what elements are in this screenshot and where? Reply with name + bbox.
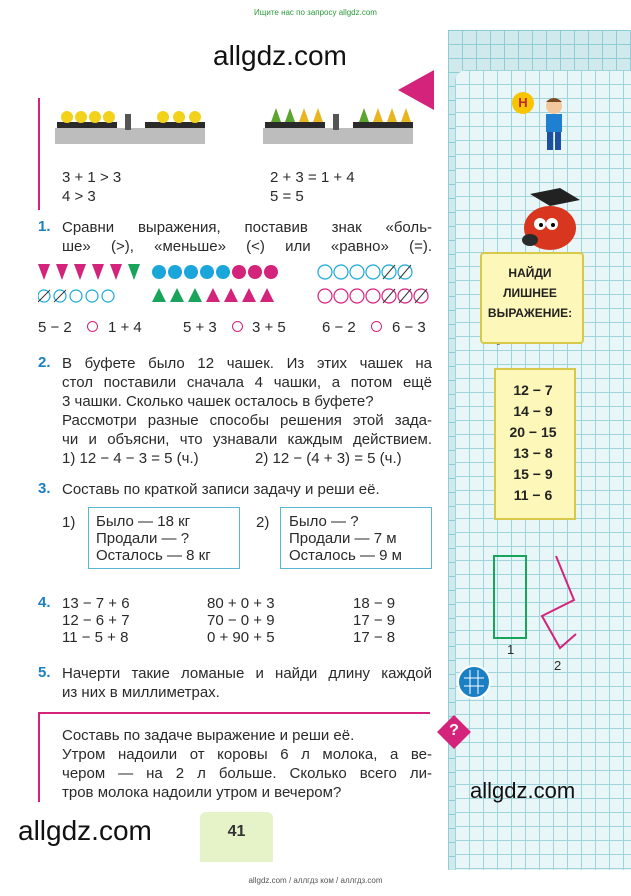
task4-expr: 17 − 8 (353, 629, 396, 646)
task3-box1-label: 1) (62, 514, 76, 531)
scale-left-line2: 4 > 3 (62, 188, 96, 205)
task2-line: стол поставили сначала 4 чашки, а потом ещё (62, 374, 432, 391)
bonus-line: Составь по задаче выражение и реши её. (62, 727, 355, 744)
box2-line: Было — ? (289, 513, 359, 530)
polylines-figure (490, 552, 590, 662)
boy-character-icon (536, 96, 572, 156)
globe-icon (456, 664, 492, 700)
task4-expr: 12 − 6 + 7 (62, 612, 130, 629)
task5-line: из них в миллиметрах. (62, 684, 220, 701)
task3-box2-label: 2) (256, 514, 270, 531)
task4-expr: 0 + 90 + 5 (207, 629, 275, 646)
compare-slot-icon[interactable] (232, 321, 243, 332)
task2-line: В буфете было 12 чашек. Из этих чашек на (62, 355, 432, 372)
scale-left-illustration (55, 100, 215, 150)
box2-line: Продали — 7 м (289, 530, 397, 547)
task5-line: Начерти такие ломаные и найди длину каждой (62, 665, 432, 682)
task1-shapes-illustration (38, 262, 438, 304)
odd-expression: 15 − 9 (513, 466, 553, 482)
bonus-line: чером — на 2 л больше. Сколько всего ли- (62, 765, 432, 782)
box1-line: Продали — ? (96, 530, 190, 547)
task2-line: Рассмотри разные способы решения этой зада- (62, 412, 432, 429)
box1-line: Было — 18 кг (96, 513, 191, 530)
odd-expression: 11 − 6 (513, 487, 553, 503)
page-number: 41 (200, 812, 273, 862)
compare-right-expr: 6 − 3 (392, 319, 426, 336)
polyline-label: 2 (554, 658, 562, 673)
odd-expression: 14 − 9 (513, 403, 553, 419)
task4-expr: 80 + 0 + 3 (207, 595, 275, 612)
task1-text-line2: ше» (>), «меньше» (<) или «равно» (=). (62, 238, 432, 255)
task2-solution-2: 2) 12 − (4 + 3) = 5 (ч.) (255, 450, 402, 467)
polyline-label: 1 (507, 642, 515, 657)
footer-note: allgdz.com / аллгдз ком / аллгдз.com (248, 876, 383, 885)
question-icon: ? (449, 722, 459, 739)
watermark: allgdz.com (470, 778, 576, 803)
scale-left-line1: 3 + 1 > 3 (62, 169, 122, 186)
task4-expr: 18 − 9 (353, 595, 396, 612)
box1-line: Осталось — 8 кг (96, 547, 211, 564)
compare-left-expr: 6 − 2 (322, 319, 356, 336)
task3-text: Составь по краткой записи задачу и реши её. (62, 481, 380, 498)
task1-text-line1: Сравни выражения, поставив знак «боль- (62, 219, 432, 236)
task-number: 2. (38, 354, 51, 371)
task4-expr: 11 − 5 + 8 (62, 629, 129, 646)
section-divider (38, 98, 40, 210)
odd-expression: 13 − 8 (513, 445, 553, 461)
section-divider (38, 712, 430, 714)
bonus-line: Утром надоили от коровы 6 л молока, а ве- (62, 746, 432, 763)
task4-expr: 70 − 0 + 9 (207, 612, 275, 629)
hint-line: НАЙДИ (508, 266, 552, 280)
scale-right-illustration (263, 100, 423, 150)
task4-expr: 17 − 9 (353, 612, 396, 629)
task-number: 5. (38, 664, 51, 681)
task2-line: 3 чашки. Сколько чашек осталось в буфете? (62, 393, 374, 410)
compare-slot-icon[interactable] (87, 321, 98, 332)
box2-line: Осталось — 9 м (289, 547, 402, 564)
hint-line: ЛИШНЕЕ (503, 286, 557, 300)
scale-right-line1: 2 + 3 = 1 + 4 (270, 169, 355, 186)
task-number: 1. (38, 218, 51, 235)
watermark: allgdz.com (213, 40, 347, 71)
section-divider (38, 712, 40, 802)
task2-line: чи и объясни, что узнавали каждым действием. (62, 431, 432, 448)
scale-right-line2: 5 = 5 (270, 188, 304, 205)
compare-right-expr: 1 + 4 (108, 319, 142, 336)
task2-solution-1: 1) 12 − 4 − 3 = 5 (ч.) (62, 450, 199, 467)
hint-line: ВЫРАЖЕНИЕ: (487, 306, 573, 320)
compare-right-expr: 3 + 5 (252, 319, 286, 336)
badge-icon: Н (512, 92, 534, 114)
task4-expr: 13 − 7 + 6 (62, 595, 130, 612)
odd-expression: 20 − 15 (509, 424, 557, 440)
odd-expression: 12 − 7 (513, 382, 553, 398)
task-number: 3. (38, 480, 51, 497)
header-note: Ищите нас по запросу allgdz.com (254, 8, 377, 17)
compare-left-expr: 5 + 3 (183, 319, 217, 336)
compare-left-expr: 5 − 2 (38, 319, 72, 336)
compare-slot-icon[interactable] (371, 321, 382, 332)
task-number: 4. (38, 594, 51, 611)
bonus-line: тров молока надоили утром и вечером? (62, 784, 342, 801)
watermark: allgdz.com (18, 815, 152, 846)
